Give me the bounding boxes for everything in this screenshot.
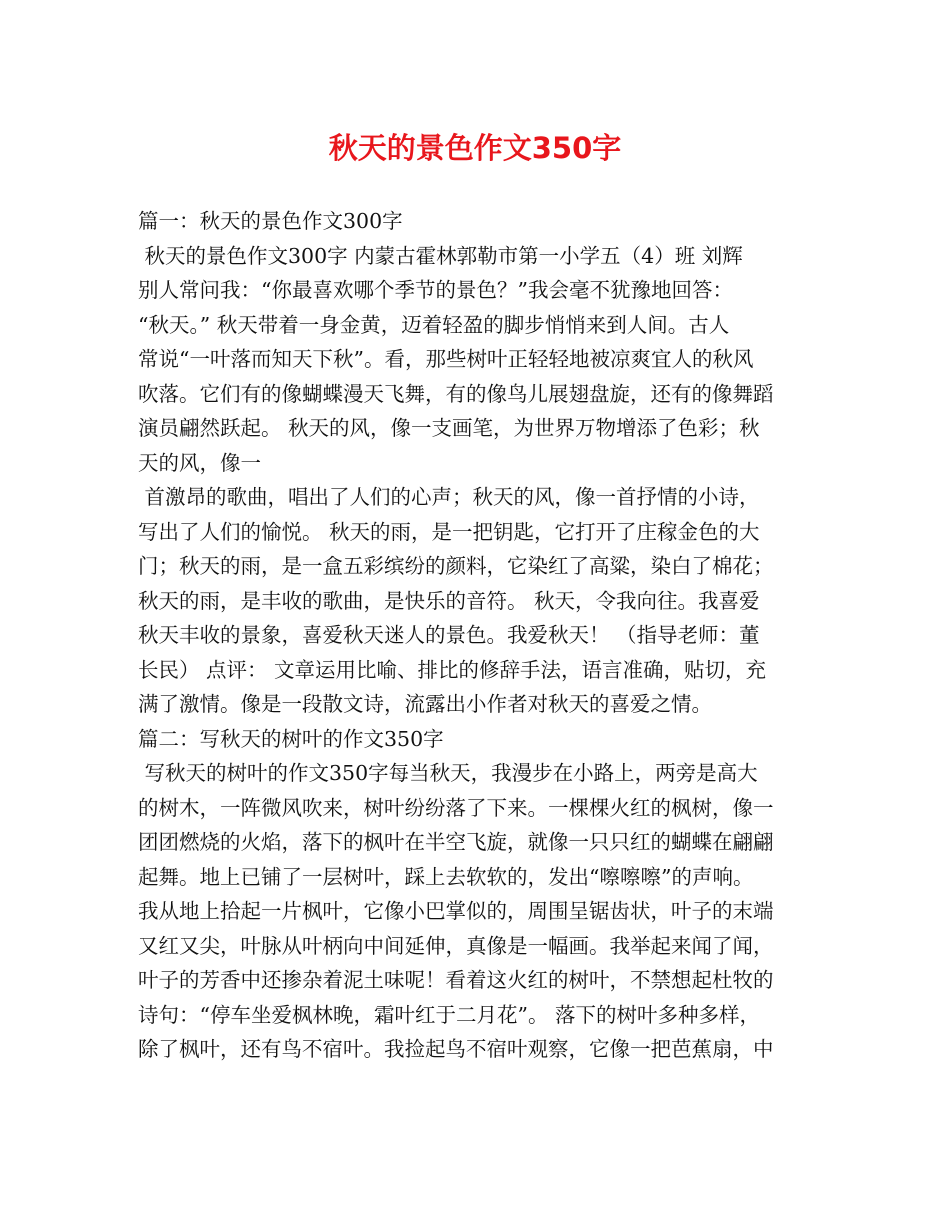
text-line: “秋天。” 秋天带着一身金黄，迈着轻盈的脚步悄悄来到人间。古人 [138, 312, 730, 337]
text-line: 诗句：“停车坐爱枫林晚，霜叶红于二月花”。 落下的树叶多种多样， [138, 1002, 760, 1027]
text-line: 别人常问我：“你最喜欢哪个季节的景色？”我会毫不犹豫地回答： [138, 278, 733, 302]
text-line: 篇二：写秋天的树叶的作文350字 [138, 726, 444, 751]
text-line: 门；秋天的雨，是一盒五彩缤纷的颜料，它染红了高粱，染白了棉花； [138, 554, 774, 578]
text-line: 演员翩然跃起。 秋天的风，像一支画笔，为世界万物增添了色彩；秋 [138, 416, 760, 440]
text-line: 的树木，一阵微风吹来，树叶纷纷落了下来。一棵棵火红的枫树，像一 [138, 795, 774, 820]
text-line: 团团燃烧的火焰，落下的枫叶在半空飞旋，就像一只只红的蝴蝶在翩翩 [138, 830, 774, 854]
text-line: 秋天丰收的景象，喜爱秋天迷人的景色。我爱秋天！ （指导老师：董 [138, 623, 760, 647]
text-line: 常说“一叶落而知天下秋”。看，那些树叶正轻轻地被凉爽宜人的秋风 [138, 347, 754, 371]
text-line: 叶子的芳香中还掺杂着泥土味呢！看着这火红的树叶，不禁想起杜牧的 [138, 968, 774, 992]
text-line: 秋天的雨，是丰收的歌曲，是快乐的音符。 秋天，令我向往。我喜爱 [138, 588, 760, 613]
text-line: 篇一：秋天的景色作文300字 [138, 209, 403, 233]
text-line: 满了激情。像是一段散文诗，流露出小作者对秋天的喜爱之情。 [138, 692, 712, 716]
document-body [138, 204, 828, 1067]
text-line: 长民） 点评： 文章运用比喻、排比的修辞手法，语言准确，贴切，充 [138, 657, 767, 682]
text-line: 除了枫叶，还有鸟不宿叶。我捡起鸟不宿叶观察，它像一把芭蕉扇，中 [138, 1037, 774, 1061]
text-line: 写秋天的树叶的作文350字每当秋天，我漫步在小路上，两旁是高大 [138, 761, 758, 785]
text-line: 吹落。它们有的像蝴蝶漫天飞舞，有的像鸟儿展翅盘旋，还有的像舞蹈 [138, 381, 774, 406]
text-line: 起舞。地上已铺了一层树叶，踩上去软软的，发出“嚓嚓嚓”的声响。 [138, 864, 754, 889]
text-line: 天的风，像一 [138, 450, 261, 475]
text-line: 又红又尖，叶脉从叶柄向中间延伸，真像是一幅画。我举起来闻了闻， [138, 933, 774, 958]
text-line: 写出了人们的愉悦。 秋天的雨，是一把钥匙，它打开了庄稼金色的大 [138, 519, 760, 544]
text-line: 首激昂的歌曲，唱出了人们的心声；秋天的风，像一首抒情的小诗， [138, 485, 760, 509]
text-line: 秋天的景色作文300字 内蒙古霍林郭勒市第一小学五（4）班 刘辉 [138, 243, 743, 268]
document-title: 秋天的景色作文350字 [328, 131, 622, 165]
text-line: 我从地上拾起一片枫叶，它像小巴掌似的，周围呈锯齿状，叶子的末端 [138, 899, 774, 923]
